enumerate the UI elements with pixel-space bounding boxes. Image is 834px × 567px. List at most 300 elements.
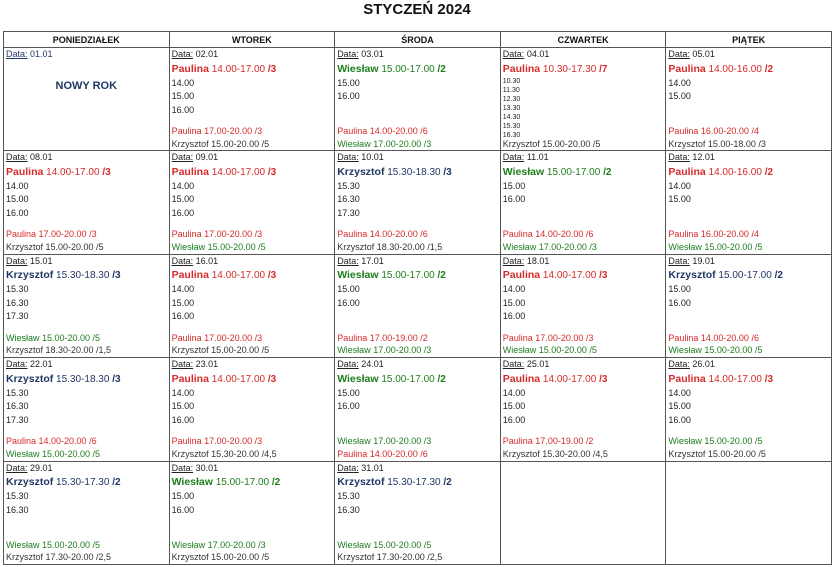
hour-slot: 14.30: [502, 113, 521, 121]
additional-shifts: [668, 228, 831, 253]
date-label: Data:: [171, 462, 194, 473]
hour-slot: 15.00: [502, 297, 526, 308]
hour-slot: 15.00: [171, 194, 195, 205]
day-cell: [500, 358, 666, 461]
date-value: 17.01: [361, 255, 384, 266]
additional-shift: Krzysztof 18.30-20.00 /1,5: [337, 241, 443, 252]
shift-time: 15.30-18.30: [387, 166, 441, 178]
shift-hours-count: /3: [112, 373, 121, 385]
hour-slots: [4, 283, 169, 324]
hour-slot: 15.00: [337, 387, 360, 398]
additional-shift: Krzysztof 15.00-20.00 /5: [668, 448, 766, 459]
hour-slot: 16.30: [337, 504, 360, 515]
date-value: 24.01: [361, 359, 384, 370]
additional-shift: Wiesław 17.00-20.00 /3: [337, 345, 432, 356]
date-label: Data:: [6, 359, 28, 370]
main-shift: [666, 62, 831, 77]
header-friday: PIĄTEK: [666, 32, 832, 48]
day-cell: [4, 254, 170, 357]
hour-slot: 15.00: [337, 77, 360, 88]
hour-slot: 15.00: [502, 401, 526, 412]
date-value: 01.01: [30, 49, 53, 59]
additional-shifts: [172, 332, 335, 357]
date-label: Data:: [171, 255, 194, 266]
shift-person: Krzysztof: [337, 165, 385, 178]
additional-shift: Paulina 14.00-20.00 /6: [668, 332, 759, 343]
day-cell: [169, 358, 335, 461]
day-cell: [169, 48, 335, 151]
shift-person: Paulina: [502, 62, 541, 75]
additional-shifts: [337, 125, 500, 150]
day-cell-content: [501, 48, 666, 150]
additional-shift: Paulina 17.00-20.00 /3: [171, 436, 263, 447]
shift-time: 10.30-17.30: [542, 63, 597, 75]
date-label: Data:: [171, 359, 194, 370]
shift-time: 14.00-17.00: [211, 63, 266, 75]
shift-time: 14.00-17.00: [211, 373, 266, 385]
date-value: 03.01: [361, 49, 384, 59]
shift-person: Wiesław: [502, 165, 545, 178]
hour-slot: 14.00: [6, 180, 29, 191]
hour-slots: [170, 77, 335, 118]
hour-slot: 15.30: [6, 491, 29, 502]
shift-person: Krzysztof: [668, 269, 716, 282]
day-date: [666, 255, 831, 269]
additional-shift: Paulina 17.00-20.00 /3: [171, 229, 263, 240]
date-label: Data:: [502, 152, 525, 163]
shift-hours-count: /2: [271, 477, 281, 489]
date-label: Data:: [502, 255, 525, 266]
shift-person: Wiesław: [337, 372, 379, 385]
hour-slot: 14.00: [171, 180, 195, 191]
hour-slot: 14.00: [171, 387, 195, 398]
hour-slot: 16.00: [171, 207, 195, 218]
date-label: Data:: [502, 49, 525, 59]
additional-shifts: [668, 435, 831, 460]
date-value: 09.01: [195, 152, 219, 163]
shift-hours-count: /2: [437, 373, 446, 385]
day-date: [335, 462, 500, 476]
day-cell-content: [666, 358, 831, 460]
day-cell: [666, 358, 832, 461]
day-date: [501, 255, 666, 269]
additional-shift: Paulina 17.00-20.00 /3: [171, 332, 263, 343]
hour-slots: [170, 490, 335, 517]
hour-slots: [170, 283, 335, 324]
additional-shift: Krzysztof 15.30-20.00 /4,5: [171, 448, 277, 459]
day-cell-content: [170, 462, 335, 564]
hour-slots: [501, 77, 666, 140]
hour-slot: 15.00: [171, 297, 195, 308]
day-cell-content: [666, 48, 831, 150]
additional-shifts: [172, 228, 335, 253]
shift-person: Paulina: [6, 165, 44, 178]
additional-shift: Wiesław 15.00-20.00 /5: [668, 345, 763, 356]
date-value: 15.01: [30, 255, 53, 266]
additional-shifts: [6, 539, 169, 564]
additional-shifts: [6, 332, 169, 357]
date-label: Data:: [337, 462, 359, 473]
hour-slots: [666, 283, 831, 310]
shift-hours-count: /3: [443, 166, 452, 178]
main-shift: [501, 372, 666, 387]
day-cell-content: [4, 462, 169, 564]
hour-slot: 15.30: [6, 284, 29, 295]
date-label: Data:: [337, 49, 359, 59]
day-cell: [335, 358, 501, 461]
additional-shift: Wiesław 15.00-20.00 /5: [668, 436, 763, 447]
day-cell-content: [501, 462, 666, 564]
main-shift: [170, 62, 335, 77]
main-shift: [4, 475, 169, 490]
hour-slot: 14.00: [668, 77, 691, 88]
day-cell: [666, 461, 832, 564]
hour-slots: [170, 387, 335, 428]
date-value: 31.01: [361, 462, 384, 473]
day-date: [4, 358, 169, 372]
shift-person: Paulina: [502, 372, 541, 385]
shift-person: Krzysztof: [337, 476, 385, 489]
day-date: [335, 255, 500, 269]
additional-shift: Krzysztof 17.30-20.00 /2,5: [337, 552, 443, 563]
date-label: Data:: [668, 359, 690, 370]
additional-shift: Paulina 17.00-19.00 /2: [502, 436, 594, 447]
shift-hours-count: /3: [267, 270, 277, 282]
date-label: Data:: [6, 49, 28, 59]
hour-slot: 14.00: [502, 387, 526, 398]
hour-slots: [335, 283, 500, 310]
day-cell: [500, 461, 666, 564]
additional-shifts: [503, 332, 666, 357]
shift-person: Krzysztof: [6, 476, 54, 489]
week-row: [4, 461, 832, 564]
hour-slot: 16.00: [502, 311, 526, 322]
hour-slot: 14.00: [502, 284, 526, 295]
hour-slot: 17.30: [337, 207, 360, 218]
additional-shift: Wiesław 17.00-20.00 /3: [502, 241, 597, 252]
shift-time: 15.00-17.00: [215, 477, 270, 489]
shift-hours-count: /2: [774, 270, 783, 282]
additional-shift: Wiesław 17.00-20.00 /3: [171, 539, 266, 550]
shift-hours-count: /2: [437, 63, 446, 75]
main-shift: [501, 268, 666, 283]
hour-slots: [4, 490, 169, 517]
additional-shift: Paulina 16.00-20.00 /4: [668, 229, 759, 240]
additional-shift: Wiesław 15.00-20.00 /5: [6, 332, 101, 343]
additional-shifts: [337, 332, 500, 357]
day-cell: [335, 461, 501, 564]
day-date: [170, 255, 335, 269]
date-label: Data:: [668, 255, 690, 266]
hour-slot: 16.00: [668, 414, 691, 425]
hour-slot: 15.00: [502, 180, 526, 191]
date-label: Data:: [668, 152, 690, 163]
main-shift: [666, 372, 831, 387]
shift-time: 15.30-17.30: [56, 477, 110, 489]
week-row: [4, 254, 832, 357]
additional-shift: Krzysztof 17.30-20.00 /2,5: [6, 552, 112, 563]
shift-hours-count: /3: [267, 166, 277, 178]
date-value: 25.01: [526, 359, 550, 370]
shift-time: 15.00-17.00: [718, 270, 772, 282]
date-value: 22.01: [30, 359, 53, 370]
additional-shift: Krzysztof 15.00-20.00 /5: [6, 241, 104, 252]
hour-slot: 12.30: [502, 95, 521, 103]
shift-time: 15.00-17.00: [381, 373, 435, 385]
hour-slot: 14.00: [668, 387, 691, 398]
day-cell-content: [335, 48, 500, 150]
day-cell: [666, 48, 832, 151]
date-label: Data:: [337, 152, 359, 163]
hour-slot: 15.00: [6, 194, 29, 205]
main-shift: [170, 372, 335, 387]
weekday-header-row: [4, 32, 832, 48]
shift-time: 15.30-17.30: [387, 477, 441, 489]
main-shift: [335, 475, 500, 490]
day-cell-content: [501, 255, 666, 357]
day-cell-content: [170, 358, 335, 460]
shift-hours-count: /3: [599, 270, 608, 282]
day-cell: [335, 48, 501, 151]
hour-slot: 13.30: [502, 104, 521, 112]
shift-time: 14.00-17.00: [542, 373, 597, 385]
additional-shift: Wiesław 17.00-20.00 /3: [337, 436, 432, 447]
header-monday: PONIEDZIAŁEK: [4, 32, 170, 48]
additional-shift: Paulina 16.00-20.00 /4: [668, 126, 759, 136]
hour-slot: 17.30: [6, 311, 29, 322]
hour-slot: 15.00: [668, 194, 691, 205]
additional-shift: Wiesław 17.00-20.00 /3: [337, 138, 432, 149]
hour-slot: 15.30: [337, 491, 360, 502]
main-shift: [335, 62, 500, 77]
additional-shifts: [172, 125, 335, 150]
date-value: 26.01: [692, 359, 715, 370]
main-shift: [666, 268, 831, 283]
shift-hours-count: /3: [267, 373, 277, 385]
date-value: 30.01: [195, 462, 219, 473]
day-cell: [500, 254, 666, 357]
main-shift: [170, 268, 335, 283]
shift-hours-count: /7: [599, 63, 608, 75]
day-cell-content: [4, 358, 169, 460]
additional-shift: Krzysztof 15.00-20.00 /5: [171, 552, 270, 563]
hour-slot: 10.30: [502, 77, 521, 85]
hour-slot: 16.00: [171, 311, 195, 322]
hour-slot: 11.30: [502, 86, 520, 94]
calendar-title: STYCZEŃ 2024: [363, 1, 471, 18]
hour-slot: 16.00: [171, 504, 195, 515]
shift-time: 15.00-17.00: [381, 270, 435, 282]
day-date: [501, 358, 666, 372]
shift-person: Wiesław: [337, 269, 379, 282]
day-date: [170, 358, 335, 372]
date-value: 10.01: [361, 152, 384, 163]
additional-shift: Paulina 17.00-20.00 /3: [171, 126, 263, 136]
shift-time: 14.00-17.00: [46, 166, 100, 178]
day-cell: [169, 461, 335, 564]
shift-person: Wiesław: [171, 476, 213, 489]
day-date: [666, 151, 831, 165]
day-cell: [500, 48, 666, 151]
hour-slot: 16.00: [171, 104, 195, 115]
hour-slot: 16.30: [337, 194, 360, 205]
shift-hours-count: /3: [102, 166, 111, 178]
date-label: Data:: [337, 359, 359, 370]
date-value: 02.01: [195, 49, 219, 59]
main-shift: [335, 165, 500, 180]
hour-slot: 14.00: [668, 180, 691, 191]
day-cell-content: [501, 151, 666, 253]
shift-person: Krzysztof: [6, 372, 54, 385]
shift-time: 15.00-17.00: [546, 166, 601, 178]
day-cell-content: [501, 358, 666, 460]
additional-shifts: [172, 539, 335, 564]
day-cell: [4, 48, 170, 151]
main-shift: [4, 372, 169, 387]
additional-shifts: [503, 138, 666, 151]
day-cell: [500, 151, 666, 254]
date-label: Data:: [171, 152, 194, 163]
main-shift: [501, 165, 666, 180]
shift-hours-count: /2: [764, 166, 774, 178]
day-date: [4, 48, 169, 62]
shift-person: Paulina: [171, 62, 209, 75]
day-cell: [666, 254, 832, 357]
additional-shifts: [337, 539, 500, 564]
day-date: [170, 151, 335, 165]
hour-slots: [501, 283, 666, 324]
day-cell-content: [335, 255, 500, 357]
day-date: [170, 462, 335, 476]
additional-shift: Paulina 17.00-20.00 /3: [6, 229, 97, 240]
additional-shift: Paulina 14.00-20.00 /6: [337, 229, 428, 240]
day-cell-content: [666, 462, 831, 564]
additional-shift: Krzysztof 15.30-20.00 /4,5: [502, 448, 608, 459]
shift-hours-count: /2: [603, 166, 612, 178]
day-date: [4, 151, 169, 165]
shift-time: 15.30-18.30: [56, 373, 110, 385]
day-cell-content: [4, 151, 169, 253]
hour-slots: [666, 180, 831, 207]
day-date: [335, 358, 500, 372]
additional-shift: Paulina 17.00-20.00 /3: [502, 332, 594, 343]
hour-slot: 15.00: [668, 91, 691, 101]
day-date: [501, 48, 666, 62]
week-row: [4, 358, 832, 461]
day-cell: [335, 254, 501, 357]
shift-person: Wiesław: [337, 62, 379, 75]
main-shift: [4, 165, 169, 180]
day-cell-content: [4, 255, 169, 357]
day-cell-content: [335, 151, 500, 253]
hour-slots: [666, 77, 831, 104]
additional-shift: Wiesław 15.00-20.00 /5: [171, 241, 266, 252]
shift-hours-count: /2: [437, 270, 446, 282]
shift-time: 15.30-18.30: [56, 270, 110, 282]
shift-hours-count: /3: [112, 270, 121, 282]
hour-slot: 16.00: [171, 414, 195, 425]
day-date: [666, 48, 831, 62]
hour-slot: 16.00: [502, 414, 526, 425]
day-cell-content: [666, 151, 831, 253]
additional-shift: Wiesław 15.00-20.00 /5: [337, 539, 432, 550]
date-value: 05.01: [692, 49, 715, 59]
shift-person: Paulina: [502, 269, 541, 282]
hour-slot: 15.30: [337, 180, 360, 191]
additional-shift: Wiesław 15.00-20.00 /5: [668, 241, 763, 252]
date-value: 29.01: [30, 462, 53, 473]
shift-time: 14.00-17.00: [542, 270, 597, 282]
hour-slots: [170, 180, 335, 221]
additional-shifts: [503, 435, 666, 460]
date-value: 08.01: [30, 152, 53, 163]
hour-slot: 16.30: [6, 401, 29, 412]
additional-shift: Krzysztof 15.00-20.00 /5: [171, 138, 270, 149]
date-value: 18.01: [526, 255, 550, 266]
date-label: Data:: [6, 462, 28, 473]
additional-shift: Paulina 14.00-20.00 /6: [6, 436, 97, 447]
day-date: [666, 358, 831, 372]
hour-slot: 15.00: [337, 284, 360, 295]
hour-slots: [4, 180, 169, 221]
date-label: Data:: [6, 255, 28, 266]
additional-shift: Krzysztof 18.30-20.00 /1,5: [6, 345, 112, 356]
shift-time: 14.00-16.00: [708, 166, 762, 178]
hour-slot: 16.30: [6, 297, 29, 308]
hour-slot: 15.00: [171, 91, 195, 101]
day-cell-content: [335, 358, 500, 460]
additional-shift: Wiesław 15.00-20.00 /5: [6, 448, 101, 459]
shift-person: Paulina: [668, 165, 706, 178]
day-cell-content: [4, 48, 169, 150]
shift-person: Krzysztof: [6, 269, 54, 282]
additional-shift: Paulina 14.00-20.00 /6: [337, 448, 428, 459]
date-value: 04.01: [526, 49, 550, 59]
date-value: 12.01: [692, 152, 715, 163]
hour-slot: 16.30: [502, 131, 521, 139]
day-cell: [4, 358, 170, 461]
hour-slot: 15.00: [668, 284, 691, 295]
shift-person: Paulina: [171, 372, 209, 385]
additional-shifts: [337, 435, 500, 460]
schedule-table: [3, 31, 832, 565]
main-shift: [335, 372, 500, 387]
shift-time: 14.00-17.00: [708, 373, 762, 385]
date-value: 11.01: [526, 152, 549, 163]
week-row: [4, 48, 832, 151]
week-row: [4, 151, 832, 254]
hour-slot: 16.00: [6, 207, 29, 218]
day-date: [335, 151, 500, 165]
hour-slots: [335, 490, 500, 517]
header-thursday: CZWARTEK: [500, 32, 666, 48]
main-shift: [666, 165, 831, 180]
additional-shifts: [668, 332, 831, 357]
main-shift: [335, 268, 500, 283]
date-label: Data:: [668, 49, 690, 59]
hour-slot: 15.00: [171, 491, 195, 502]
main-shift: [170, 475, 335, 490]
day-date: [4, 255, 169, 269]
day-cell: [666, 151, 832, 254]
hour-slot: 15.30: [502, 122, 521, 130]
hour-slots: [501, 180, 666, 207]
additional-shift: Wiesław 15.00-20.00 /5: [6, 539, 101, 550]
date-label: Data:: [502, 359, 525, 370]
hour-slot: 16.00: [337, 401, 360, 412]
date-value: 19.01: [692, 255, 715, 266]
date-label: Data:: [337, 255, 359, 266]
